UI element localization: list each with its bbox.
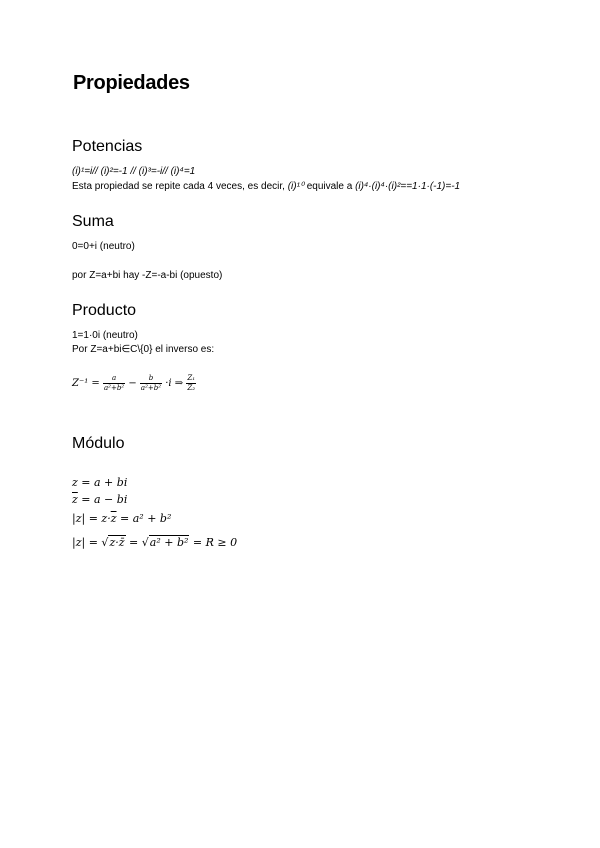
modulo-eq-2-rhs: = a − bi: [77, 493, 128, 506]
fraction-2: [140, 374, 162, 393]
heading-suma: Suma: [72, 213, 114, 230]
suma-line-1: 0=0+i (neutro): [72, 241, 135, 252]
potencias-expr-b: (i)⁴·(i)⁴·(i)²==1·1·(-1)=-1: [355, 181, 461, 192]
potencias-line-1: (i)¹=i// (i)²=-1 // (i)³=-i// (i)⁴=1: [72, 166, 196, 177]
modulo-eq-4-e: = R ≥ 0: [189, 536, 238, 549]
inverse-formula: [72, 374, 196, 393]
fraction-1-denominator: a²+b²: [103, 384, 125, 392]
modulo-eq-4-radicand-1: z·z̄: [109, 536, 125, 549]
minus-sign: −: [128, 378, 137, 389]
producto-line-1: 1=1·0i (neutro): [72, 330, 138, 341]
potencias-expr-a: (i)¹⁰: [287, 181, 304, 192]
suma-line-2: por Z=a+bi hay -Z=-a-bi (opuesto): [72, 270, 223, 281]
modulo-eq-4: [72, 535, 237, 549]
modulo-eq-3-c: = a² + b²: [116, 512, 172, 525]
modulo-eq-4-a: |z| = √: [72, 536, 109, 549]
modulo-eq-3-conjugate: $\overline{z}$: [110, 512, 117, 525]
fraction-2-numerator: b: [140, 374, 162, 384]
fraction-3-numerator: Z₁: [187, 374, 196, 382]
fraction-1-numerator: a: [103, 374, 125, 384]
modulo-eq-1: z = a + bi: [72, 476, 128, 489]
potencias-line-2: [72, 181, 460, 193]
producto-line-2: Por Z=a+bi∈C\{0} el inverso es:: [72, 344, 215, 355]
modulo-eq-4-radicand-2: a² + b²: [149, 536, 189, 549]
fraction-1: [103, 374, 125, 393]
fraction-3-denominator: Z₂: [187, 384, 196, 392]
fraction-2-denominator: a²+b²: [140, 384, 162, 392]
page-title: Propiedades: [73, 72, 190, 94]
modulo-eq-3: [72, 512, 171, 525]
fraction-3: [186, 374, 196, 393]
conjugate-z: $\overline{z}$: [72, 493, 78, 506]
potencias-line-2-text: Esta propiedad se repite cada 4 veces, es decir,: [72, 181, 285, 192]
heading-potencias: Potencias: [72, 138, 143, 155]
modulo-eq-4-c: = √: [125, 536, 149, 549]
inverse-tail: ·i ⇒: [165, 378, 184, 389]
heading-modulo: Módulo: [72, 435, 125, 452]
potencias-mid: equivale a: [306, 181, 353, 192]
heading-producto: Producto: [72, 302, 137, 319]
inverse-lhs: Z⁻¹ =: [72, 378, 100, 389]
modulo-eq-3-a: |z| = z·: [72, 512, 111, 525]
modulo-eq-2: [72, 493, 127, 506]
